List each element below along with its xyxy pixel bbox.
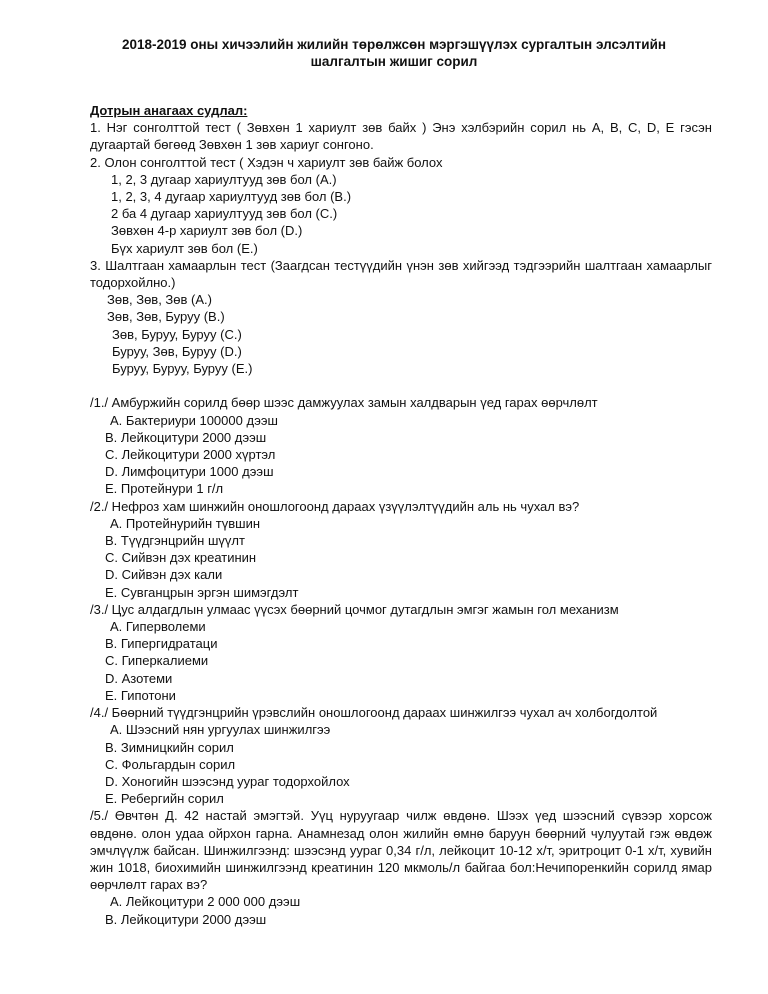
question-5-stem: /5./ Өвчтөн Д. 42 настай эмэгтэй. Уүц нуруугаар чилж өвдөнө. Шээх үед шээсний сүвээр хорсож өвдөнө. олон удаа ойрхон гарна. Анамнезад олон жилийн өмнө баруун бөөрний чулуутай гэж өвдөж эмчлүүлж байсан. Шинжилгээнд: шээсэнд уураг 0,34 г/л, лейкоцит 10-12 х/т, эритроцит 0-1 х/т, хувийн жин 1018, биохимийн шинжилгээнд креатинин 120 мкмоль/л байгаа бол:Нечипоренкийн сорилд ямар өөрчлөлт гарах вэ? — [90, 808, 712, 893]
instruction-3-option: Буруу, Зөв, Буруу (D.) — [112, 343, 242, 359]
question-3-option: E. Гипотони — [105, 687, 176, 703]
question-1-option: B. Лейкоцитури 2000 дээш — [105, 429, 267, 445]
instruction-item-1: 1. Нэг сонголттой тест ( Зөвхөн 1 хариулт зөв байх ) Энэ хэлбэрийн сорил нь A, B, C, D, E гэсэн дугаартай бөгөөд Зөвхөн 1 зөв хариуг сонгоно. — [90, 120, 712, 153]
question-3-stem: /3./ Цус алдагдлын улмаас үүсэх бөөрний цочмог дутагдлын эмгэг жамын гол механизм — [90, 601, 619, 617]
question-4-option: C. Фольгардын сорил — [105, 756, 236, 772]
instruction-item-3: 3. Шалтгаан хамаарлын тест (Заагдсан тестүүдийн үнэн зөв хийгээд тэдгээрийн шалтгаан хамаарлыг тодорхойлно.) — [90, 257, 712, 291]
section-heading: Дотрын анагаах судлал: — [90, 103, 248, 118]
question-5-option: B. Лейкоцитури 2000 дээш — [105, 911, 267, 927]
question-3-option: C. Гиперкалиеми — [105, 653, 209, 669]
question-4-option: A. Шээсний нян ургуулах шинжилгээ — [110, 722, 331, 738]
question-2-stem: /2./ Нефроз хам шинжийн оношлогоонд дараах үзүүлэлтүүдийн аль нь чухал вэ? — [90, 498, 580, 514]
question-4-option: E. Ребергийн сорил — [105, 791, 224, 807]
instruction-3-option: Зөв, Зөв, Буруу (B.) — [107, 309, 225, 325]
question-2-option: A. Протейнурийн түвшин — [110, 515, 261, 531]
question-2-option: E. Сувганцрын эргэн шимэгдэлт — [105, 584, 299, 600]
question-2-option: C. Сийвэн дэх креатинин — [105, 550, 257, 566]
question-4-option: D. Хоногийн шээсэнд уураг тодорхойлох — [105, 773, 350, 789]
question-5-option: A. Лейкоцитури 2 000 000 дээш — [110, 894, 301, 910]
question-4-option: B. Зимницкийн сорил — [105, 739, 234, 755]
question-3-option: B. Гипергидратаци — [105, 636, 218, 652]
instruction-2-option: Зөвхөн 4-р хариулт зөв бол (D.) — [111, 223, 303, 239]
instruction-2-option: 2 ба 4 дугаар хариултууд зөв бол (C.) — [111, 206, 338, 222]
question-1-option: D. Лимфоцитури 1000 дээш — [105, 464, 274, 480]
question-4-stem: /4./ Бөөрний түүдгэнцрийн үрэвслийн оношлогоонд дараах шинжилгээ чухал ач холбогдолтой — [90, 705, 658, 721]
instruction-3-option: Зөв, Буруу, Буруу (C.) — [112, 326, 242, 342]
question-2-option: B. Түүдгэнцрийн шүүлт — [105, 533, 245, 549]
question-1-option: C. Лейкоцитури 2000 хүртэл — [105, 447, 276, 463]
question-3-option: A. Гиперволеми — [110, 619, 206, 635]
spacer — [90, 377, 712, 394]
instruction-item-2: 2. Олон сонголттой тест ( Хэдэн ч хариулт зөв байж болох — [90, 154, 443, 170]
question-1-option: E. Протейнури 1 г/л — [105, 481, 224, 497]
instruction-2-option: 1, 2, 3, 4 дугаар хариултууд зөв бол (B.) — [111, 189, 352, 205]
instruction-2-option: Бүх хариулт зөв бол (E.) — [111, 240, 258, 256]
document-body — [90, 102, 712, 928]
instruction-3-option: Зөв, Зөв, Зөв (A.) — [107, 292, 212, 308]
instruction-3-option: Буруу, Буруу, Буруу (E.) — [112, 361, 253, 377]
question-2-option: D. Сийвэн дэх кали — [105, 567, 223, 583]
question-3-option: D. Азотеми — [105, 670, 173, 686]
document-title — [60, 36, 728, 70]
question-1-option: A. Бактериури 100000 дээш — [110, 412, 278, 428]
question-1-stem: /1./ Амбуржийн сорилд бөөр шээс дамжуулах замын халдварын үед гарах өөрчлөлт — [90, 395, 598, 411]
instruction-2-option: 1, 2, 3 дугаар хариултууд зөв бол (A.) — [111, 171, 337, 187]
title-line-2: шалгалтын жишиг сорил — [310, 54, 478, 69]
title-line-1: 2018-2019 оны хичээлийн жилийн төрөлжсөн мэргэшүүлэх сургалтын элсэлтийн — [121, 37, 667, 52]
